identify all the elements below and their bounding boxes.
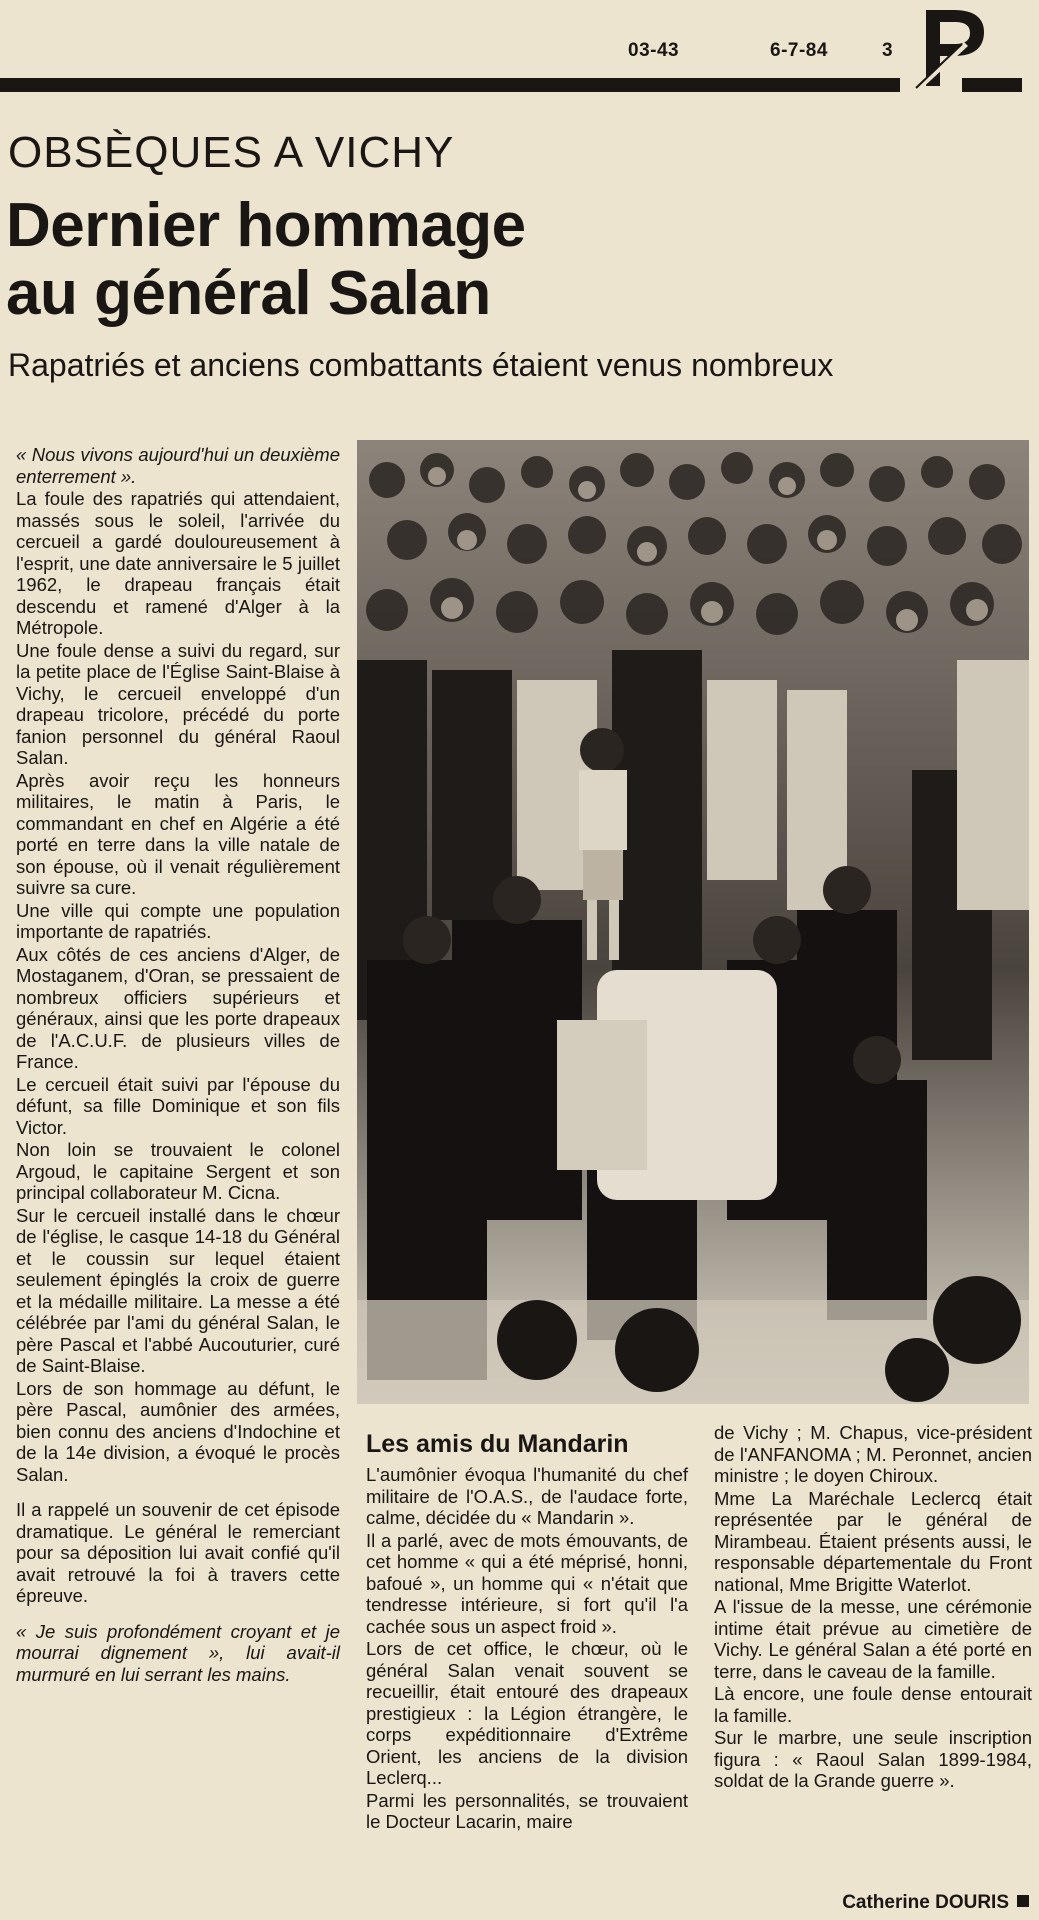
page-reference: 03-43 bbox=[628, 40, 680, 61]
paragraph: Une ville qui compte une population importante de rapatriés. bbox=[16, 899, 340, 942]
funeral-photo bbox=[357, 440, 1029, 1404]
header-rule bbox=[0, 78, 900, 92]
paragraph: A l'issue de la messe, une cérémonie intime était prévue au cimetière de Vichy. Le général Salan a été porté en terre, dans le caveau de la famille. bbox=[714, 1596, 1032, 1682]
article-headline bbox=[6, 192, 526, 328]
paragraph: Non loin se trouvaient le colonel Argoud, le capitaine Sergent et son principal collaborateur M. Cicna. bbox=[16, 1139, 340, 1203]
paragraph: de Vichy ; M. Chapus, vice-président de l'ANFANOMA ; M. Peronnet, ancien ministre ; le doyen Chiroux. bbox=[714, 1422, 1032, 1486]
paragraph: Mme La Maréchale Leclercq était représentée par le général de Mirambeau. Étaient présents aussi, le responsable départementale du Front national, Mme Brigitte Waterlot. bbox=[714, 1487, 1032, 1595]
article-column-2 bbox=[366, 1430, 688, 1834]
paragraph: Parmi les personnalités, se trouvaient le Docteur Lacarin, maire bbox=[366, 1789, 688, 1832]
page-number: 3 bbox=[882, 40, 894, 61]
paragraph: L'aumônier évoqua l'humanité du chef militaire de l'O.A.S., de l'audace forte, calme, décidée du « Mandarin ». bbox=[366, 1464, 688, 1528]
paragraph: Aux côtés de ces anciens d'Alger, de Mostaganem, d'Oran, se pressaient de nombreux officiers supérieurs et généraux, ainsi que les porte drapeaux de l'A.C.U.F. de plusieurs villes de France. bbox=[16, 943, 340, 1072]
paragraph: « Nous vivons aujourd'hui un deuxième enterrement ». bbox=[16, 444, 340, 487]
paragraph: La foule des rapatriés qui attendaient, massés sous le soleil, l'arrivée du cercueil a gardé douloureusement à l'esprit, une date anniversaire le 5 juillet 1962, le drapeau français était descendu et ramené d'Alger à la Métropole. bbox=[16, 488, 340, 638]
paragraph: Là encore, une foule dense entourait la famille. bbox=[714, 1683, 1032, 1726]
article-column-1 bbox=[16, 444, 340, 1686]
paragraph: Sur le marbre, une seule inscription figura : « Raoul Salan 1899-1984, soldat de la Grande guerre ». bbox=[714, 1727, 1032, 1791]
paragraph: Il a rappelé un souvenir de cet épisode dramatique. Le général le remerciant pour sa déposition lui avait confié qu'il avait retrouvé la foi à travers cette épreuve. bbox=[16, 1499, 340, 1606]
article-byline bbox=[842, 1892, 1029, 1914]
section-heading: Les amis du Mandarin bbox=[366, 1430, 629, 1458]
paragraph: Après avoir reçu les honneurs militaires, le matin à Paris, le commandant en chef en Algérie a été porté en terre dans la ville natale de son épouse, où il venait régulièrement suivre sa cure. bbox=[16, 769, 340, 898]
article-kicker: OBSÈQUES A VICHY bbox=[8, 128, 455, 177]
paragraph: « Je suis profondément croyant et je mourrai dignement », lui avait-il murmuré en lui serrant les mains. bbox=[16, 1620, 340, 1685]
paragraph: Une foule dense a suivi du regard, sur la petite place de l'Église Saint-Blaise à Vichy, le cercueil enveloppé d'un drapeau tricolore, précédé du porte fanion personnel du général Raoul Salan. bbox=[16, 639, 340, 768]
article-column-3 bbox=[714, 1422, 1032, 1793]
paragraph: Sur le cercueil installé dans le chœur de l'église, le casque 14-18 du Général et le coussin sur lequel étaient seulement épinglés la croix de guerre et la médaille militaire. La messe a été célébrée par l'ami du général Salan, le père Pascal et l'abbé Aucouturier, curé de Saint-Blaise. bbox=[16, 1204, 340, 1376]
end-mark-icon bbox=[1017, 1895, 1029, 1907]
article-subheadline: Rapatriés et anciens combattants étaient venus nombreux bbox=[8, 347, 834, 383]
headline-line-2: au général Salan bbox=[6, 259, 491, 328]
paragraph: Lors de son hommage au défunt, le père Pascal, aumônier des armées, bien connu des anciens d'Indochine et de la 14e division, a évoqué le procès Salan. bbox=[16, 1377, 340, 1485]
issue-date: 6-7-84 bbox=[770, 40, 828, 61]
newspaper-logo-icon bbox=[904, 2, 994, 92]
paragraph: Le cercueil était suivi par l'épouse du défunt, sa fille Dominique et son fils Victor. bbox=[16, 1073, 340, 1138]
headline-line-1: Dernier hommage bbox=[6, 191, 526, 260]
paragraph: Il a parlé, avec de mots émouvants, de cet homme « qui a été méprisé, honni, bafoué », un homme qui « n'était que tendresse intérieure, si fort qu'il l'a cachée sous un aspect froid ». bbox=[366, 1529, 688, 1637]
paragraph: Lors de cet office, le chœur, où le général Salan venait souvent se recueillir, était entouré des drapeaux prestigieux : la Légion étrangère, le corps expéditionnaire d'Extrême Orient, les anciens de la division Leclerq... bbox=[366, 1638, 688, 1788]
author-name: Catherine DOURIS bbox=[842, 1892, 1009, 1913]
